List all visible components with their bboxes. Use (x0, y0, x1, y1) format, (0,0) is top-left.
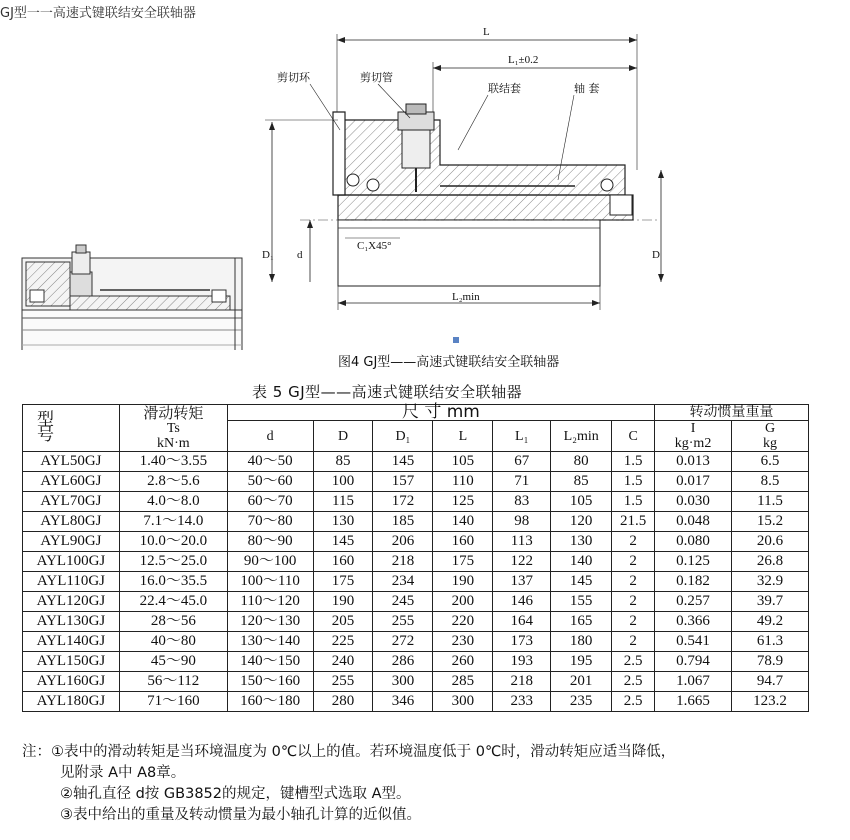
table-cell: 201 (551, 672, 612, 692)
col-d-header: d (227, 421, 313, 452)
table-cell: 2.5 (612, 652, 655, 672)
table-cell: 280 (313, 692, 373, 712)
torque-header-cn: 滑动转矩 (143, 403, 204, 422)
table-cell: 71 (493, 472, 551, 492)
table-cell: 1.5 (612, 492, 655, 512)
table-cell: 15.2 (732, 512, 809, 532)
table-cell: 190 (313, 592, 373, 612)
table-cell: 2 (612, 612, 655, 632)
shear-ring-label: 剪切环 (277, 71, 310, 84)
table-row (23, 592, 809, 612)
table-cell: 6.5 (732, 452, 809, 472)
table-cell: 105 (551, 492, 612, 512)
table-cell: 2 (612, 572, 655, 592)
table-cell: 0.541 (655, 632, 732, 652)
col-L1-header: L₁ (493, 421, 551, 452)
table-cell: 100 (313, 472, 373, 492)
table-cell: 140 (433, 512, 493, 532)
table-cell: 7.1～14.0 (119, 512, 227, 532)
table-cell: 300 (433, 692, 493, 712)
figure-caption: 图4 GJ型——高速式键联结安全联轴器 (338, 355, 560, 370)
col-D-header: D (313, 421, 373, 452)
table-cell: 157 (373, 472, 433, 492)
table-row (23, 472, 809, 492)
table-cell: 180 (551, 632, 612, 652)
small-coupling-view (22, 245, 242, 350)
table-cell: 160 (313, 552, 373, 572)
table-row (23, 572, 809, 592)
table-cell: 205 (313, 612, 373, 632)
table-cell: 300 (373, 672, 433, 692)
table-cell: 130 (551, 532, 612, 552)
table-cell: AYL80GJ (23, 512, 120, 532)
table-cell: 1.40～3.55 (119, 452, 227, 472)
table-row (23, 692, 809, 712)
table-cell: 85 (313, 452, 373, 472)
table-caption: 表 5 GJ型——高速式键联结安全联轴器 (252, 383, 523, 401)
table-cell: 80～90 (227, 532, 313, 552)
table-cell: 185 (373, 512, 433, 532)
table-cell: 0.013 (655, 452, 732, 472)
table-cell: AYL60GJ (23, 472, 120, 492)
table-cell: 113 (493, 532, 551, 552)
table-cell: 155 (551, 592, 612, 612)
col-D1-header: D₁ (373, 421, 433, 452)
dim-D-label: D (652, 249, 660, 261)
table-cell: 39.7 (732, 592, 809, 612)
table-cell: 0.030 (655, 492, 732, 512)
shaft-sleeve-label: 轴 套 (574, 82, 600, 95)
table-cell: 2.5 (612, 672, 655, 692)
torque-unit: kN·m (156, 435, 190, 451)
table-cell: AYL50GJ (23, 452, 120, 472)
table-cell: 233 (493, 692, 551, 712)
table-cell: 67 (493, 452, 551, 472)
table-cell: 120～130 (227, 612, 313, 632)
table-cell: 26.8 (732, 552, 809, 572)
weight-unit: kg (763, 436, 777, 451)
table-cell: 49.2 (732, 612, 809, 632)
table-cell: 145 (551, 572, 612, 592)
dim-L1-label: L₁±0.2 (508, 54, 539, 66)
note-2: ②轴孔直径 d按 GB3852的规定，键槽型式选取 A型。 (60, 786, 411, 802)
table-cell: 172 (373, 492, 433, 512)
shear-tube-label: 剪切管 (360, 71, 393, 84)
dim-L2-label: L₂min (452, 291, 480, 303)
table-cell: AYL140GJ (23, 632, 120, 652)
table-cell: 21.5 (612, 512, 655, 532)
table-cell: AYL160GJ (23, 672, 120, 692)
chamfer-label: C₁X45° (357, 240, 392, 252)
table-cell: 32.9 (732, 572, 809, 592)
table-cell: 80 (551, 452, 612, 472)
table-row (23, 632, 809, 652)
table-cell: 85 (551, 472, 612, 492)
table-cell: 12.5～25.0 (119, 552, 227, 572)
table-cell: 90～100 (227, 552, 313, 572)
table-cell: 105 (433, 452, 493, 472)
table-row (23, 652, 809, 672)
table-row (23, 552, 809, 572)
inertia-weight-header: 转动惯量重量 (655, 405, 809, 421)
table-row (23, 452, 809, 472)
table-cell: 22.4～45.0 (119, 592, 227, 612)
table-row (23, 532, 809, 552)
table-cell: 218 (373, 552, 433, 572)
table-cell: AYL180GJ (23, 692, 120, 712)
table-cell: AYL120GJ (23, 592, 120, 612)
table-cell: 2 (612, 552, 655, 572)
table-cell: 0.017 (655, 472, 732, 492)
table-row (23, 612, 809, 632)
table-cell: 100～110 (227, 572, 313, 592)
coupling-sleeve-label: 联结套 (488, 82, 521, 95)
table-cell: 0.257 (655, 592, 732, 612)
table-row (23, 512, 809, 532)
table-cell: 83 (493, 492, 551, 512)
dim-D1-label: D₁ (262, 249, 274, 261)
col-C-header: C (612, 421, 655, 452)
table-cell: 230 (433, 632, 493, 652)
col-L-header: L (433, 421, 493, 452)
table-cell: AYL90GJ (23, 532, 120, 552)
table-cell: 173 (493, 632, 551, 652)
table-cell: 70～80 (227, 512, 313, 532)
note-3: ③表中给出的重量及转动惯量为最小轴孔计算的近似值。 (60, 807, 421, 823)
table-cell: 20.6 (732, 532, 809, 552)
table-cell: 164 (493, 612, 551, 632)
spec-table-body (23, 452, 809, 712)
coupling-drawing (0, 0, 850, 350)
table-cell: 255 (313, 672, 373, 692)
table-cell: 45～90 (119, 652, 227, 672)
table-cell: 122 (493, 552, 551, 572)
table-cell: 245 (373, 592, 433, 612)
model-header: 型 号 (23, 405, 120, 452)
table-cell: AYL100GJ (23, 552, 120, 572)
table-cell: 130 (313, 512, 373, 532)
table-cell: AYL150GJ (23, 652, 120, 672)
torque-symbol: Ts (166, 420, 180, 436)
table-cell: 195 (551, 652, 612, 672)
table-cell: 225 (313, 632, 373, 652)
table-cell: 286 (373, 652, 433, 672)
table-cell: 206 (373, 532, 433, 552)
table-cell: 2 (612, 632, 655, 652)
table-cell: 272 (373, 632, 433, 652)
table-cell: 140～150 (227, 652, 313, 672)
table-cell: 200 (433, 592, 493, 612)
table-cell: 240 (313, 652, 373, 672)
table-cell: 98 (493, 512, 551, 532)
table-cell: 1.5 (612, 472, 655, 492)
table-cell: 260 (433, 652, 493, 672)
table-cell: 193 (493, 652, 551, 672)
table-cell: 0.794 (655, 652, 732, 672)
table-cell: 1.5 (612, 452, 655, 472)
table-cell: 2 (612, 592, 655, 612)
dim-L-label: L (483, 26, 490, 38)
table-cell: 145 (373, 452, 433, 472)
table-cell: 0.048 (655, 512, 732, 532)
table-cell: 0.125 (655, 552, 732, 572)
table-cell: 140 (551, 552, 612, 572)
table-cell: 110～120 (227, 592, 313, 612)
table-cell: 60～70 (227, 492, 313, 512)
table-cell: 16.0～35.5 (119, 572, 227, 592)
table-row (23, 672, 809, 692)
table-cell: 1.665 (655, 692, 732, 712)
table-cell: 175 (433, 552, 493, 572)
table-cell: 160 (433, 532, 493, 552)
table-cell: 218 (493, 672, 551, 692)
table-cell: 234 (373, 572, 433, 592)
table-cell: 2.5 (612, 692, 655, 712)
table-cell: 255 (373, 612, 433, 632)
weight-header (732, 421, 809, 452)
table-cell: 0.080 (655, 532, 732, 552)
weight-symbol: G (764, 421, 776, 436)
table-cell: 71～160 (119, 692, 227, 712)
inertia-unit: kg·m2 (674, 436, 712, 451)
table-cell: 346 (373, 692, 433, 712)
table-cell: AYL130GJ (23, 612, 120, 632)
table-cell: 56～112 (119, 672, 227, 692)
table-cell: 123.2 (732, 692, 809, 712)
table-cell: 50～60 (227, 472, 313, 492)
table-cell: AYL110GJ (23, 572, 120, 592)
spec-table (22, 404, 809, 712)
table-cell: 0.366 (655, 612, 732, 632)
table-cell: 94.7 (732, 672, 809, 692)
table-cell: 285 (433, 672, 493, 692)
table-cell: 235 (551, 692, 612, 712)
table-cell: AYL70GJ (23, 492, 120, 512)
torque-header (119, 405, 227, 452)
table-cell: 125 (433, 492, 493, 512)
table-cell: 120 (551, 512, 612, 532)
table-cell: 1.067 (655, 672, 732, 692)
note-1-cont: 见附录 A中 A8章。 (60, 765, 186, 781)
table-cell: 40～50 (227, 452, 313, 472)
table-cell: 150～160 (227, 672, 313, 692)
col-L2-header: L₂min (551, 421, 612, 452)
table-cell: 2.8～5.6 (119, 472, 227, 492)
table-cell: 8.5 (732, 472, 809, 492)
table-cell: 130～140 (227, 632, 313, 652)
dimensions-header: 尺 寸 mm (227, 405, 654, 421)
table-cell: 137 (493, 572, 551, 592)
table-cell: 165 (551, 612, 612, 632)
table-cell: 10.0～20.0 (119, 532, 227, 552)
table-cell: 40～80 (119, 632, 227, 652)
table-cell: 160～180 (227, 692, 313, 712)
table-cell: 0.182 (655, 572, 732, 592)
page-marker (453, 337, 459, 343)
table-cell: 78.9 (732, 652, 809, 672)
table-cell: 115 (313, 492, 373, 512)
inertia-header (655, 421, 732, 452)
table-row (23, 492, 809, 512)
table-cell: 110 (433, 472, 493, 492)
dim-d-label: d (297, 249, 303, 261)
inertia-symbol: I (690, 421, 696, 436)
table-cell: 2 (612, 532, 655, 552)
table-cell: 175 (313, 572, 373, 592)
table-cell: 61.3 (732, 632, 809, 652)
note-1: 注：①表中的滑动转矩是当环境温度为 0℃以上的值。若环境温度低于 0℃时，滑动转矩应适当降低， (22, 744, 676, 760)
notes (22, 742, 675, 826)
table-cell: 146 (493, 592, 551, 612)
table-cell: 220 (433, 612, 493, 632)
table-cell: 4.0～8.0 (119, 492, 227, 512)
table-cell: 145 (313, 532, 373, 552)
table-cell: 11.5 (732, 492, 809, 512)
table-cell: 28～56 (119, 612, 227, 632)
main-section-view (262, 26, 664, 310)
table-cell: 190 (433, 572, 493, 592)
page-title: GJ型一一高速式键联结安全联轴器 (0, 6, 196, 21)
